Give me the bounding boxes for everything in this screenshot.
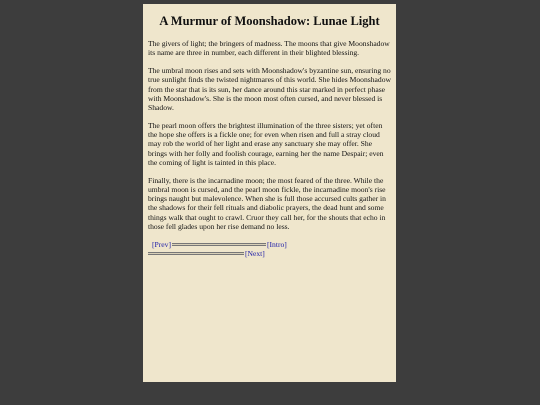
prev-link[interactable]: [Prev] bbox=[152, 239, 171, 249]
nav-divider bbox=[172, 243, 266, 246]
nav-divider bbox=[148, 252, 244, 255]
paragraph-incarnadine-moon: Finally, there is the incarnadine moon; the most feared of the three. While the umbral moon is cursed, and the pearl moon fickle, the incarnadine moon's rise brings naught but malevolence. When she is full those accursed cults gather in the shadows for their fell rituals and diabolic prayers, the dead hunt and some things walk that ought to crawl. Cruor they call her, for the shouts that echo in those fell glades upon her rise demand no less. bbox=[148, 175, 386, 231]
nav-row-bottom bbox=[148, 249, 391, 258]
paragraph-umbral-moon: The umbral moon rises and sets with Moonshadow's byzantine sun, ensuring no true sunlight finds the twisted nightmares of this world. She hides Moonshadow from the star that is its sun, her dance around this star marked in perfect phase with Moonshadow's. She is the moon most often cursed, and never blessed is Shadow. bbox=[148, 66, 391, 112]
page-title: A Murmur of Moonshadow: Lunae Light bbox=[159, 14, 380, 28]
page-navigation bbox=[148, 240, 391, 258]
page-content bbox=[143, 4, 396, 382]
intro-link[interactable]: [Intro] bbox=[266, 239, 287, 249]
next-link[interactable]: [Next] bbox=[245, 248, 265, 258]
nav-row-top bbox=[148, 240, 391, 249]
paragraph-intro: The givers of light; the bringers of madness. The moons that give Moonshadow its name are three in number, each different in their blighted blessing. bbox=[148, 39, 390, 58]
paragraph-pearl-moon: The pearl moon offers the brightest illumination of the three sisters; yet often the hope she offers is a fickle one; for even when risen and full a stray cloud may rob the world of her light and erase any sanctuary she may offer. She brings with her folly and foolish courage, earning her the name Despair; even the coming of light is tainted in this place. bbox=[148, 121, 384, 167]
